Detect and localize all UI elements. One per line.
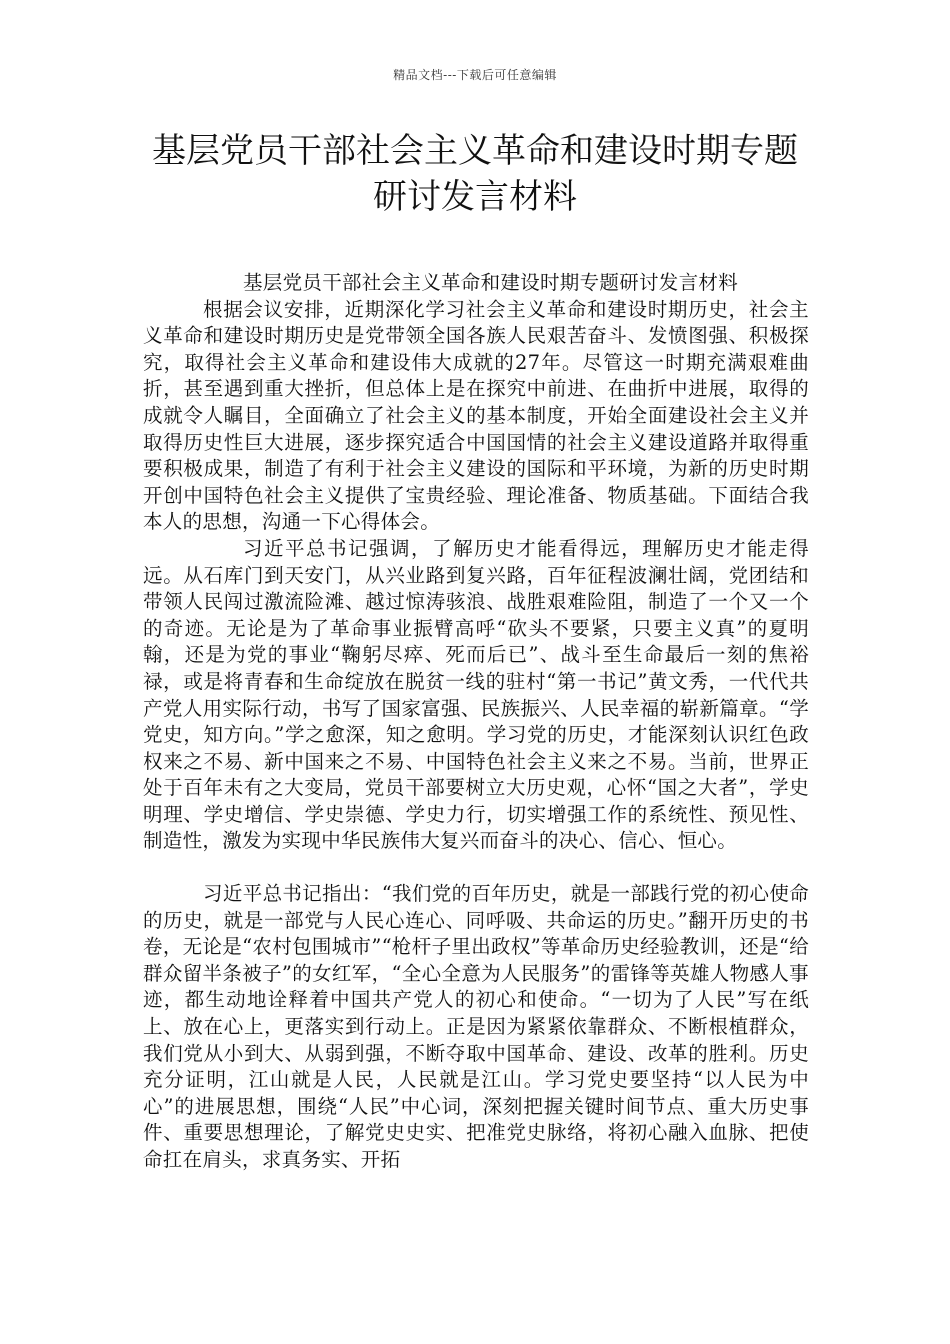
paragraph-2: 习近平总书记强调，了解历史才能看得远，理解历史才能走得远。从石库门到天安门，从兴业路到复兴路，百年征程波澜壮阔，党团结和带领人民闯过激流险滩、越过惊涛骇浪、战胜艰难险阻，制造了一个又一个的奇迹。无论是为了革命事业振臂高呼“砍头不要紧，只要主义真”的夏明翰，还是为党的事业“鞠躬尽瘁、死而后已”、战斗至生命最后一刻的焦裕禄，或是将青春和生命绽放在脱贫一线的驻村“第一书记”黄文秀，一代代共产党人用实际行动，书写了国家富强、民族振兴、人民幸福的崭新篇章。“学党史，知方向。”学之愈深，知之愈明。学习党的历史，才能深刻认识红色政权来之不易、新中国来之不易、中国特色社会主义来之不易。当前，世界正处于百年未有之大变局，党员干部要树立大历史观，心怀“国之大者”，学史明理、学史增信、学史崇德、学史力行，切实增强工作的系统性、预见性、制造性，激发为实现中华民族伟大复兴而奋斗的决心、信心、恒心。 [143, 536, 809, 853]
paragraph-3: 习近平总书记指出：“我们党的百年历史，就是一部践行党的初心使命的历史，就是一部党与人民心连心、同呼吸、共命运的历史。”翻开历史的书卷，无论是“农村包围城市”“枪杆子里出政权”等革命历史经验教训，还是“给群众留半条被子”的女红军，“全心全意为人民服务”的雷锋等英雄人物感人事迹，都生动地诠释着中国共产党人的初心和使命。“一切为了人民”写在纸上、放在心上，更落实到行动上。正是因为紧紧依靠群众、不断根植群众，我们党从小到大、从弱到强，不断夺取中国革命、建设、改革的胜利。历史充分证明，江山就是人民，人民就是江山。学习党史要坚持“以人民为中心”的进展思想，围绕“人民”中心词，深刻把握关键时间节点、重大历史事件、重要思想理论，了解党史史实、把准党史脉络，将初心融入血脉、把使命扛在肩头，求真务实、开拓 [143, 882, 809, 1171]
document-title: 基层党员干部社会主义革命和建设时期专题研讨发言材料 [152, 131, 798, 217]
document-body [143, 270, 809, 1174]
page-header: 精品文档---下载后可任意编辑 [393, 68, 557, 82]
document-subtitle: 基层党员干部社会主义革命和建设时期专题研讨发言材料 [243, 271, 739, 294]
paragraph-1: 根据会议安排，近期深化学习社会主义革命和建设时期历史，社会主义革命和建设时期历史是党带领全国各族人民艰苦奋斗、发愤图强、积极探究，取得社会主义革命和建设伟大成就的27年。尽管这一时期充满艰难曲折，甚至遇到重大挫折，但总体上是在探究中前进、在曲折中进展，取得的成就令人瞩目，全面确立了社会主义的基本制度，开始全面建设社会主义并取得历史性巨大进展，逐步探究适合中国国情的社会主义建设道路并取得重要积极成果，制造了有利于社会主义建设的国际和平环境，为新的历史时期开创中国特色社会主义提供了宝贵经验、理论准备、物质基础。下面结合我本人的思想，沟通一下心得体会。 [143, 297, 809, 534]
